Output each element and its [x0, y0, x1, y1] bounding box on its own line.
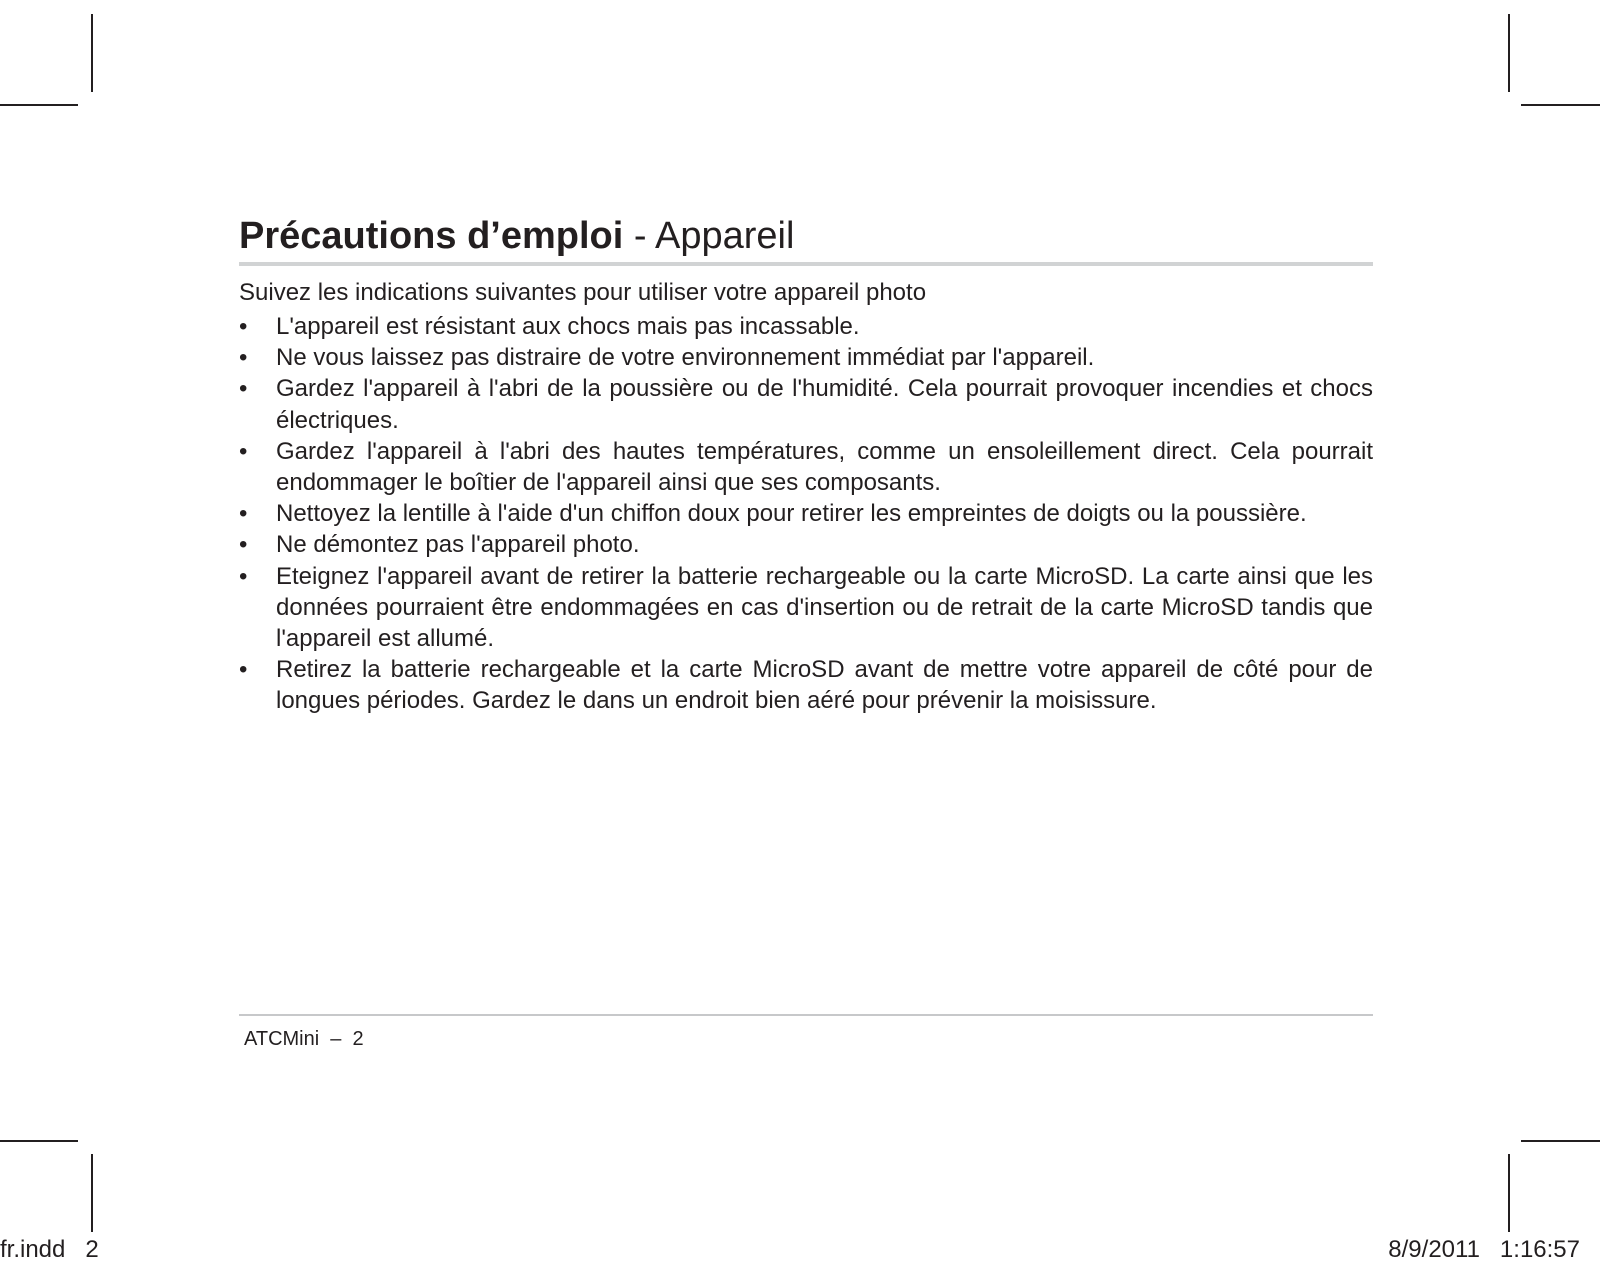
list-item [239, 436, 1373, 498]
bullet-icon: • [239, 500, 248, 528]
list-item [239, 342, 1373, 373]
crop-mark-top-left-vertical [91, 14, 93, 92]
list-item [239, 561, 1373, 655]
page-title-bold: Précautions d’emploi [239, 215, 624, 257]
footer-rule [239, 1014, 1373, 1016]
list-item-text: Nettoyez la lentille à l'aide d'un chiffon doux pour retirer les empreintes de doigts ou la poussière. [276, 500, 1307, 528]
bullet-icon: • [239, 344, 248, 372]
page-title [239, 208, 1373, 264]
list-item [239, 311, 1373, 342]
list-item-text: Eteignez l'appareil avant de retirer la batterie rechargeable ou la carte MicroSD. La carte ainsi que les données pourraient être endommagées en cas d'insertion ou de retrait de la carte MicroSD tandis que l'appareil est allumé. [276, 562, 1373, 653]
list-item-text: Gardez l'appareil à l'abri des hautes températures, comme un ensoleillement direct. Cela pourrait endommager le boîtier de l'appareil ainsi que ses composants. [276, 437, 1373, 497]
heading-rule [239, 262, 1373, 266]
list-item-text: Ne vous laissez pas distraire de votre environnement immédiat par l'appareil. [276, 344, 1095, 372]
bullet-icon: • [239, 656, 248, 684]
list-item [239, 373, 1373, 435]
crop-mark-top-right-horizontal [1521, 104, 1600, 106]
list-item [239, 654, 1373, 716]
crop-mark-bottom-left-horizontal [0, 1140, 78, 1142]
precautions-list [239, 311, 1373, 717]
list-item [239, 529, 1373, 560]
page-title-subtitle: - Appareil [623, 215, 795, 257]
list-item-text: Gardez l'appareil à l'abri de la poussière ou de l'humidité. Cela pourrait provoquer incendies et chocs électriques. [276, 375, 1373, 434]
list-item-text: Retirez la batterie rechargeable et la carte MicroSD avant de mettre votre appareil de côté pour de longues périodes. Gardez le dans un endroit bien aéré pour prévenir la moisissure. [276, 656, 1373, 715]
crop-mark-bottom-right-horizontal [1521, 1140, 1600, 1142]
bullet-icon: • [239, 562, 248, 590]
crop-mark-top-right-vertical [1508, 14, 1510, 92]
list-item-text: Ne démontez pas l'appareil photo. [276, 531, 640, 559]
list-item-text: L'appareil est résistant aux chocs mais pas incassable. [276, 313, 860, 340]
bullet-icon: • [239, 531, 248, 559]
crop-mark-bottom-left-vertical [91, 1154, 93, 1232]
page-footer: ATCMini – 2 [244, 1028, 364, 1050]
slug-filename: fr.indd 2 [0, 1236, 99, 1263]
bullet-icon: • [239, 437, 248, 465]
crop-mark-top-left-horizontal [0, 104, 78, 106]
bullet-icon: • [239, 313, 248, 340]
slug-timestamp: 8/9/2011 1:16:57 [1388, 1236, 1580, 1263]
bullet-icon: • [239, 375, 248, 403]
intro-text: Suivez les indications suivantes pour utiliser votre appareil photo [239, 279, 927, 306]
crop-mark-bottom-right-vertical [1508, 1154, 1510, 1232]
list-item [239, 498, 1373, 529]
